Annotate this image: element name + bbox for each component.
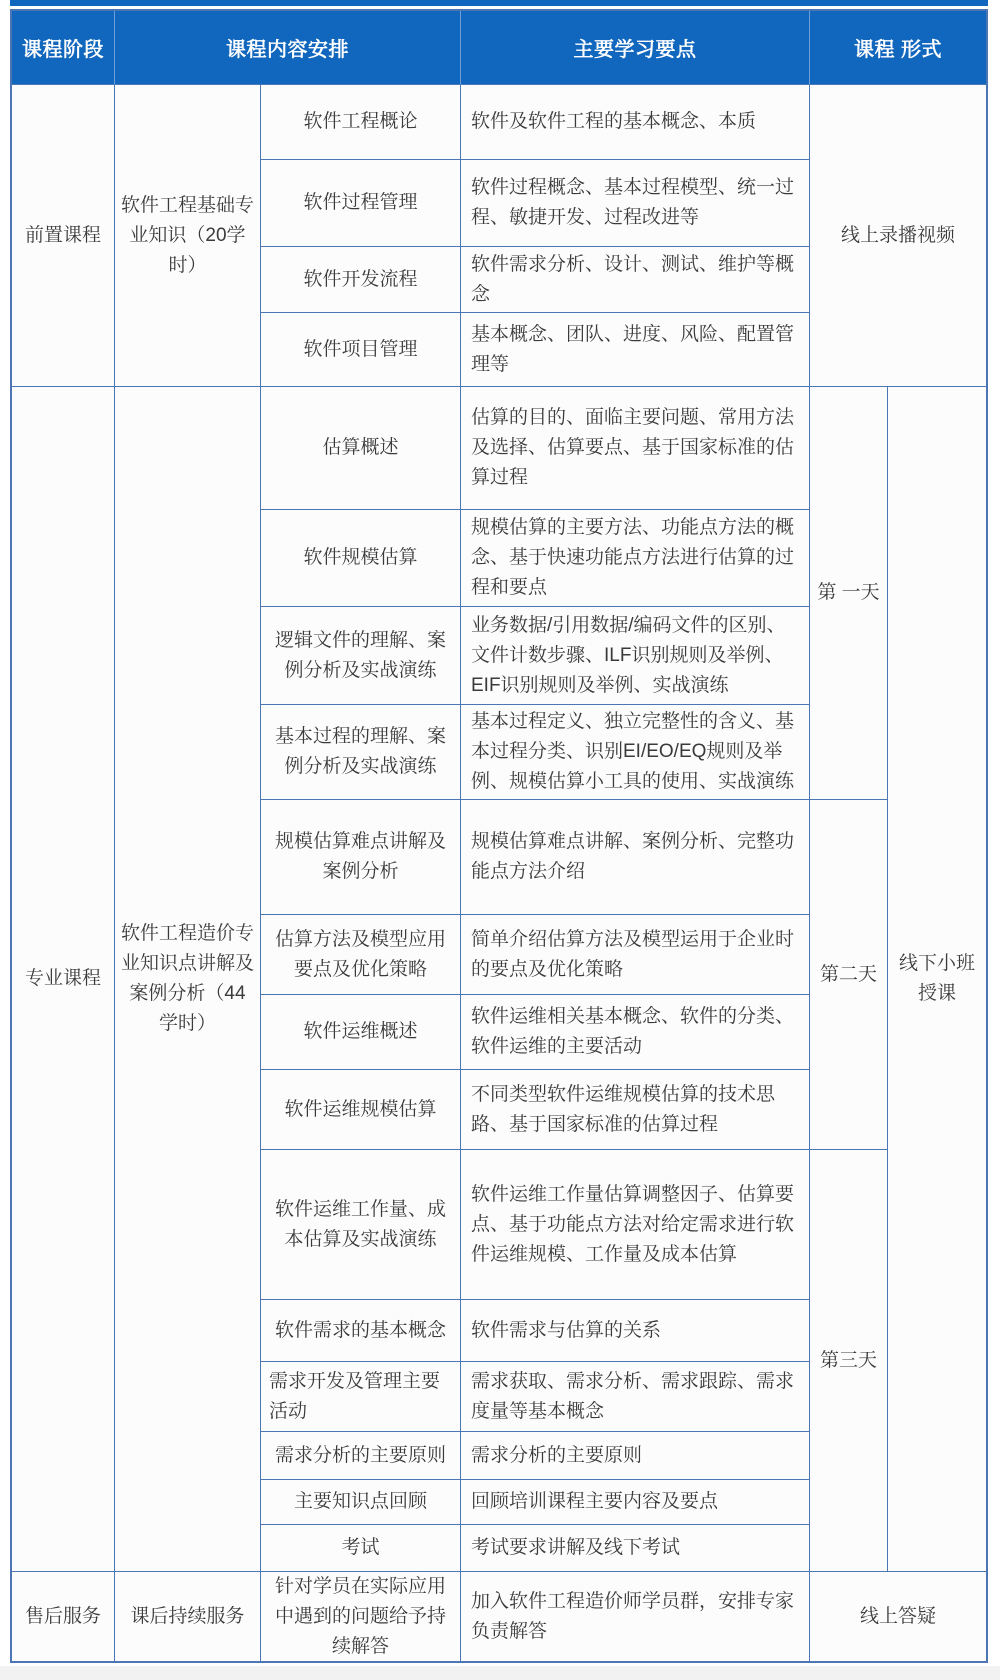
points-cell: 基本概念、团队、进度、风险、配置管理等 (461, 313, 810, 387)
points-cell: 需求获取、需求分析、需求跟踪、需求度量等基本概念 (461, 1362, 810, 1432)
course-table (12, 11, 986, 1661)
points-cell: 估算的目的、面临主要问题、常用方法及选择、估算要点、基于国家标准的估算过程 (461, 387, 810, 510)
points-cell: 回顾培训课程主要内容及要点 (461, 1480, 810, 1525)
header-course-content: 课程内容安排 (115, 11, 461, 85)
topic-cell: 规模估算难点讲解及案例分析 (261, 800, 461, 915)
topic-cell: 估算概述 (261, 387, 461, 510)
topic-cell: 逻辑文件的理解、案例分析及实战演练 (261, 607, 461, 705)
format-cell: 线下小班授课 (888, 387, 986, 1572)
topic-cell: 软件运维概述 (261, 995, 461, 1070)
header-learning-points: 主要学习要点 (461, 11, 810, 85)
points-cell: 考试要求讲解及线下考试 (461, 1525, 810, 1572)
topic-cell: 软件运维工作量、成本估算及实战演练 (261, 1150, 461, 1300)
points-cell: 软件及软件工程的基本概念、本质 (461, 85, 810, 160)
points-cell: 需求分析的主要原则 (461, 1432, 810, 1480)
day-cell: 第二天 (810, 800, 888, 1150)
points-cell: 规模估算难点讲解、案例分析、完整功能点方法介绍 (461, 800, 810, 915)
points-cell: 简单介绍估算方法及模型运用于企业时的要点及优化策略 (461, 915, 810, 995)
stage-cell: 专业课程 (12, 387, 115, 1572)
header-course-format: 课程 形式 (810, 11, 986, 85)
topic-cell: 软件过程管理 (261, 160, 461, 247)
topic-cell: 软件运维规模估算 (261, 1070, 461, 1150)
points-cell: 基本过程定义、独立完整性的含义、基本过程分类、识别EI/EO/EQ规则及举例、规模估算小工具的使用、实战演练 (461, 705, 810, 800)
points-cell: 软件运维相关基本概念、软件的分类、软件运维的主要活动 (461, 995, 810, 1070)
format-cell: 线上答疑 (810, 1572, 986, 1661)
topic-cell: 软件工程概论 (261, 85, 461, 160)
module-cell: 课后持续服务 (115, 1572, 261, 1661)
topic-cell: 软件需求的基本概念 (261, 1300, 461, 1362)
points-cell: 业务数据/引用数据/编码文件的区别、文件计数步骤、ILF识别规则及举例、EIF识别规则及举例、实战演练 (461, 607, 810, 705)
topic-cell: 软件项目管理 (261, 313, 461, 387)
topic-cell: 考试 (261, 1525, 461, 1572)
topic-cell: 需求开发及管理主要活动 (261, 1362, 461, 1432)
topic-cell: 估算方法及模型应用要点及优化策略 (261, 915, 461, 995)
points-cell: 软件运维工作量估算调整因子、估算要点、基于功能点方法对给定需求进行软件运维规模、工作量及成本估算 (461, 1150, 810, 1300)
module-cell: 软件工程基础专业知识（20学时） (115, 85, 261, 387)
points-cell: 软件需求分析、设计、测试、维护等概念 (461, 247, 810, 313)
topic-cell: 软件规模估算 (261, 510, 461, 607)
points-cell: 不同类型软件运维规模估算的技术思路、基于国家标准的估算过程 (461, 1070, 810, 1150)
stage-cell: 售后服务 (12, 1572, 115, 1661)
topic-cell: 基本过程的理解、案例分析及实战演练 (261, 705, 461, 800)
module-cell: 软件工程造价专业知识点讲解及案例分析（44学时） (115, 387, 261, 1572)
points-cell: 软件过程概念、基本过程模型、统一过程、敏捷开发、过程改进等 (461, 160, 810, 247)
day-cell: 第三天 (810, 1150, 888, 1572)
day-cell: 第 一天 (810, 387, 888, 800)
topic-cell: 针对学员在实际应用中遇到的问题给予持续解答 (261, 1572, 461, 1661)
page-bottom-strip (0, 1666, 1000, 1680)
points-cell: 软件需求与估算的关系 (461, 1300, 810, 1362)
header-course-stage: 课程阶段 (12, 11, 115, 85)
topic-cell: 主要知识点回顾 (261, 1480, 461, 1525)
topic-cell: 软件开发流程 (261, 247, 461, 313)
stage-cell: 前置课程 (12, 85, 115, 387)
table-top-accent-bar (10, 0, 988, 6)
course-table-frame (10, 9, 988, 1663)
points-cell: 规模估算的主要方法、功能点方法的概念、基于快速功能点方法进行估算的过程和要点 (461, 510, 810, 607)
points-cell: 加入软件工程造价师学员群，安排专家负责解答 (461, 1572, 810, 1661)
format-cell: 线上录播视频 (810, 85, 986, 387)
topic-cell: 需求分析的主要原则 (261, 1432, 461, 1480)
